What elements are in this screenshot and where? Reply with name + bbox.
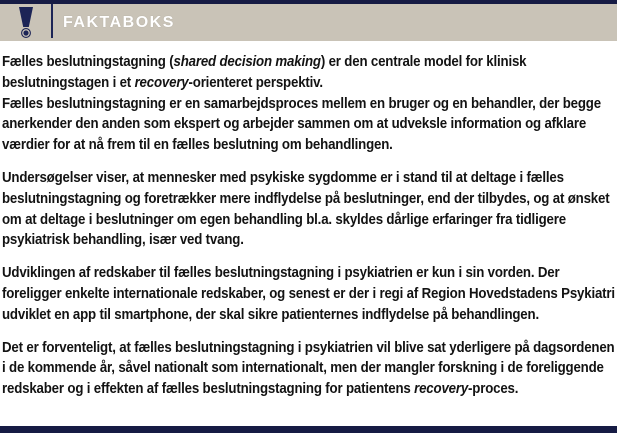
paragraph [2, 94, 616, 156]
text-segment: Udviklingen af redskaber til fælles beslutningstagning i psykiatrien er kun i sin vorden. Der foreligger enkelte internationale redskaber, og senest er der i regi af Region Hovedstadens Psykiatri udviklet en app til smartphone, der skal sikre patienternes indflydelse på behandlingen. [2, 264, 615, 323]
text-segment: -proces. [468, 380, 519, 398]
italic-text-segment: shared decision making [173, 53, 321, 70]
text-segment: Det er forventeligt, at fælles beslutningstagning i psykiatrien vil blive sat yderligere på dagsordenen i de kommende år, såvel nationalt som internationalt, men der mangler forskning i de foreliggende redskaber og i effekten af fælles beslutningstagning for patientens [2, 338, 615, 398]
italic-text-segment: recovery [134, 73, 189, 91]
text-segment: Fælles beslutningstagning er en samarbejdsproces mellem en bruger og en behandler, der begge anerkender den anden som ekspert og arbejder sammen om at udveksle information og afklare værdier for at nå frem til en fælles beslutning om behandlingen. [2, 94, 601, 154]
faktaboks-header-inner [0, 4, 617, 41]
faktaboks-header [0, 0, 617, 41]
paragraph [2, 52, 616, 94]
exclamation-icon [15, 7, 37, 38]
faktaboks-title: FAKTABOKS [63, 13, 175, 31]
text-block [2, 168, 616, 251]
text-segment: Fælles beslutningstagning ( [2, 53, 174, 70]
paragraph [2, 263, 616, 325]
text-block [2, 338, 616, 400]
text-block [2, 52, 616, 156]
text-segment: ) er den centrale model for klinisk beslutningstagen i et [2, 53, 527, 91]
paragraph [2, 338, 616, 400]
paragraph [2, 168, 616, 251]
italic-text-segment: recovery [414, 380, 469, 398]
faktaboks-body-area [2, 52, 616, 412]
faktaboks-body [2, 52, 616, 400]
footer-rule [0, 426, 617, 433]
header-divider [51, 4, 53, 38]
text-segment: Undersøgelser viser, at mennesker med psykiske sygdomme er i stand til at deltage i fælles beslutningstagning og foretrækker mere indflydelse på beslutninger, end der tilbydes, og at ønsket om at deltage i beslutninger om egen behandling bl.a. skyldes dårlige erfaringer fra tidligere psykiatrisk behandling, især ved tvang. [2, 168, 610, 249]
text-segment: -orienteret perspektiv. [188, 73, 323, 91]
text-block [2, 263, 616, 325]
